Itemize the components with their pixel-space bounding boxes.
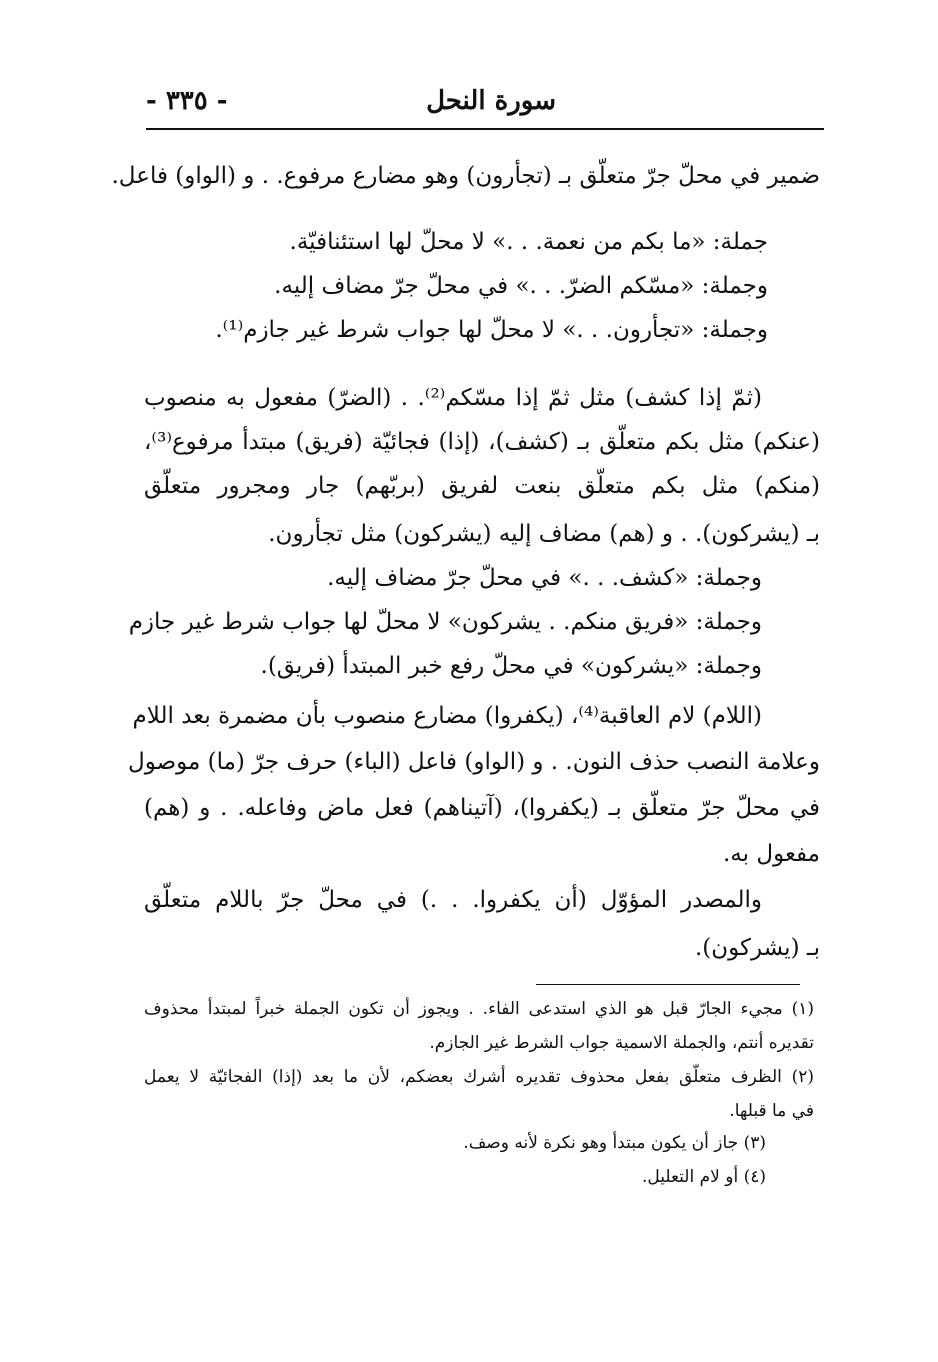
page-number: - ٣٣٥ -	[146, 86, 228, 116]
body-line: وعلامة النصب حذف النون. . و (الواو) فاعل (الباء) حرف جرّ (ما) موصول	[127, 749, 820, 775]
footnote-rule	[536, 984, 800, 985]
footnote-line: (٣) جاز أن يكون مبتدأ وهو نكرة لأنه وصف.	[463, 1133, 766, 1153]
body-line: وجملة: «يشركون» في محلّ رفع خبر المبتدأ (فريق).	[260, 653, 762, 679]
body-line: بـ (يشركون). . و (هم) مضاف إليه (يشركون) مثل تجأرون.	[268, 521, 820, 547]
body-line: (عنكم) مثل بكم متعلّق بـ (كشف)، (إذا) فجائيّة (فريق) مبتدأ مرفوع⁽³⁾،	[144, 429, 820, 455]
body-line: (منكم) مثل بكم متعلّق بنعت لفريق (بربّهم) جار ومجرور متعلّق	[144, 473, 820, 499]
body-line: وجملة: «مسّكم الضرّ. . .» في محلّ جرّ مضاف إليه.	[274, 273, 768, 299]
body-line: مفعول به.	[723, 841, 820, 867]
body-line: وجملة: «فريق منكم. . يشركون» لا محلّ لها جواب شرط غير جازم	[128, 609, 762, 635]
body-line: وجملة: «تجأرون. . .» لا محلّ لها جواب شرط غير جازم⁽¹⁾.	[215, 317, 768, 343]
body-line: (ثمّ إذا كشف) مثل ثمّ إذا مسّكم⁽²⁾. . (الضرّ) مفعول به منصوب	[144, 385, 763, 411]
body-line: وجملة: «كشف. . .» في محلّ جرّ مضاف إليه.	[327, 565, 762, 591]
body-line: في محلّ جرّ متعلّق بـ (يكفروا)، (آتيناهم) فعل ماض وفاعله. . و (هم)	[144, 795, 820, 821]
body-line: (اللام) لام العاقبة⁽⁴⁾، (يكفروا) مضارع منصوب بأن مضمرة بعد اللام	[132, 703, 762, 729]
footnote-line: (١) مجيء الجارّ قبل هو الذي استدعى الفاء. . ويجوز أن تكون الجملة خبراً لمبتدأ محذوف	[144, 999, 814, 1019]
body-line: ضمير في محلّ جرّ متعلّق بـ (تجأرون) وهو مضارع مرفوع. . و (الواو) فاعل.	[111, 163, 820, 189]
page-header	[146, 84, 824, 124]
surah-title: سورة النحل	[426, 86, 556, 116]
body-line: والمصدر المؤوّل (أن يكفروا. . .) في محلّ جرّ باللام متعلّق	[144, 887, 762, 913]
header-rule	[146, 128, 824, 130]
footnote-line: (٢) الظرف متعلّق بفعل محذوف تقديره أشرك بعضكم، لأن ما بعد (إذا) الفجائيّة لا يعمل	[144, 1067, 814, 1087]
footnote-line: (٤) أو لام التعليل.	[641, 1167, 766, 1187]
body-line: بـ (يشركون).	[694, 935, 820, 961]
body-line: جملة: «ما بكم من نعمة. . .» لا محلّ لها استئنافيّة.	[289, 229, 768, 255]
footnote-line: في ما قبلها.	[729, 1101, 814, 1121]
footnote-line: تقديره أنتم، والجملة الاسمية جواب الشرط غير الجازم.	[429, 1033, 814, 1053]
